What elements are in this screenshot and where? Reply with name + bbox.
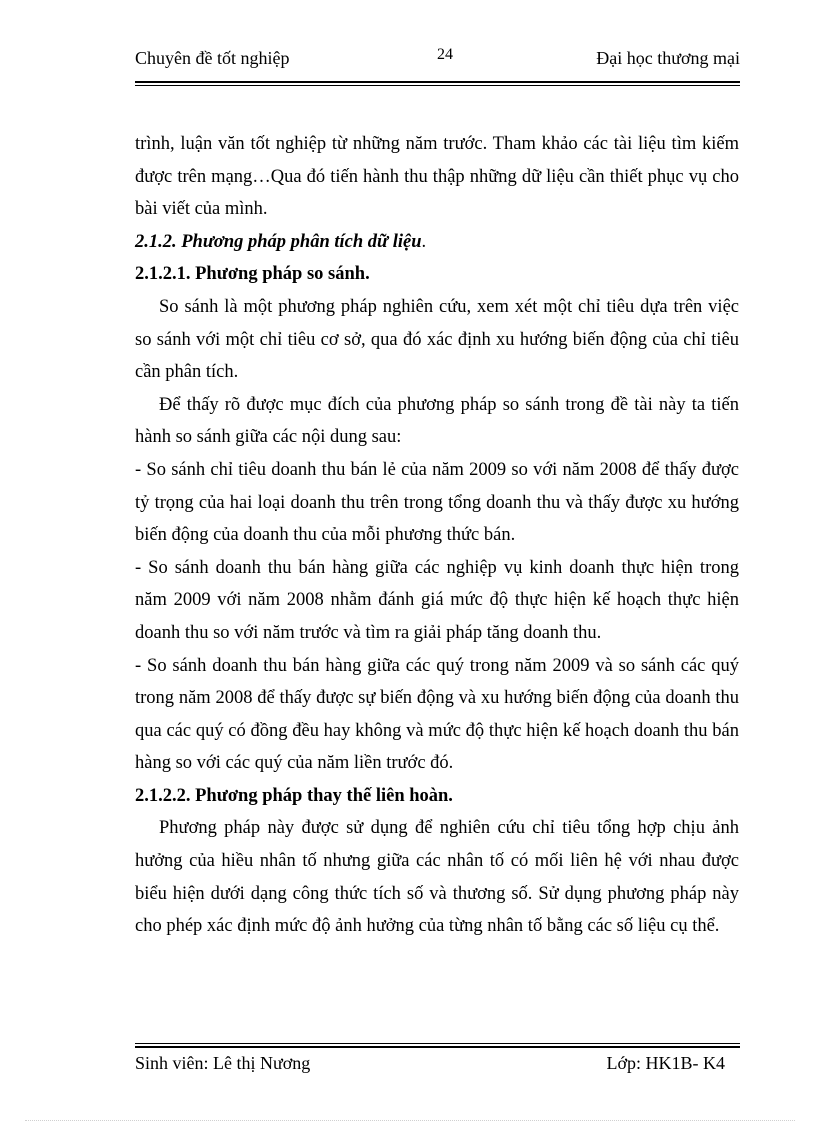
paragraph-comparison-purpose: Để thấy rõ được mục đích của phương pháp so sánh trong đề tài này ta tiến hành so sánh giữa các nội dung sau: [135, 394, 739, 448]
paragraph-comparison-definition: So sánh là một phương pháp nghiên cứu, xem xét một chỉ tiêu dựa trên việc so sánh với một chỉ tiêu cơ sở, qua đó xác định xu hướng biến động của chỉ tiêu cần phân tích. [135, 296, 739, 383]
list-item-comparison-1: - So sánh chỉ tiêu doanh thu bán lẻ của năm 2009 so với năm 2008 để thấy được tỷ trọng của hai loại doanh thu trên trong tổng doanh thu và thấy được xu hướng biến động của doanh thu của mỗi phương thức bán. [135, 459, 739, 546]
list-item-comparison-3: - So sánh doanh thu bán hàng giữa các quý trong năm 2009 và so sánh các quý trong năm 2008 để thấy được sự biến động và xu hướng biến động của doanh thu qua các quý có đồng đều hay không và mức độ thực hiện kế hoạch doanh thu bán hàng so với các quý của năm liền trước đó. [135, 655, 739, 774]
page-header [135, 48, 740, 72]
page-body [135, 128, 739, 943]
section-heading-2-1-2 [135, 226, 739, 259]
list-item-comparison-2: - So sánh doanh thu bán hàng giữa các nghiệp vụ kinh doanh thực hiện trong năm 2009 với năm 2008 nhằm đánh giá mức độ thực hiện kế hoạch thực hiện doanh thu so với năm trước và tìm ra giải pháp tăng doanh thu. [135, 557, 739, 643]
section-heading-2-1-2-1: 2.1.2.1. Phương pháp so sánh. [135, 264, 370, 285]
footer-student: Sinh viên: Lê thị Nương [135, 1053, 311, 1073]
header-title: Chuyên đề tốt nghiệp [135, 48, 290, 68]
header-divider [135, 81, 740, 86]
section-heading-2-1-2-text: 2.1.2. Phương pháp phân tích dữ liệu [135, 231, 422, 252]
paragraph-substitution-method: Phương pháp này được sử dụng để nghiên cứu chỉ tiêu tổng hợp chịu ảnh hưởng của hiều nhân tố nhưng giữa các nhân tố có mối liên hệ với nhau được biểu hiện dưới dạng công thức tích số và thương số. Sử dụng phương pháp này cho phép xác định mức độ ảnh hưởng của từng nhân tố bằng các số liệu cụ thể. [135, 818, 739, 937]
section-heading-2-1-2-2: 2.1.2.2. Phương pháp thay thế liên hoàn. [135, 785, 453, 806]
paragraph-intro: trình, luận văn tốt nghiệp từ những năm trước. Tham khảo các tài liệu tìm kiếm được trên mạng…Qua đó tiến hành thu thập những dữ liệu cần thiết phục vụ cho bài viết của mình. [135, 134, 739, 220]
footer-divider [135, 1043, 740, 1048]
page-bottom-dotted-line [25, 1120, 795, 1121]
header-institution: Đại học thương mại [596, 48, 740, 68]
footer-class: Lớp: HK1B- K4 [606, 1053, 725, 1073]
section-heading-2-1-2-period: . [421, 231, 427, 252]
page-number: 24 [437, 46, 453, 63]
